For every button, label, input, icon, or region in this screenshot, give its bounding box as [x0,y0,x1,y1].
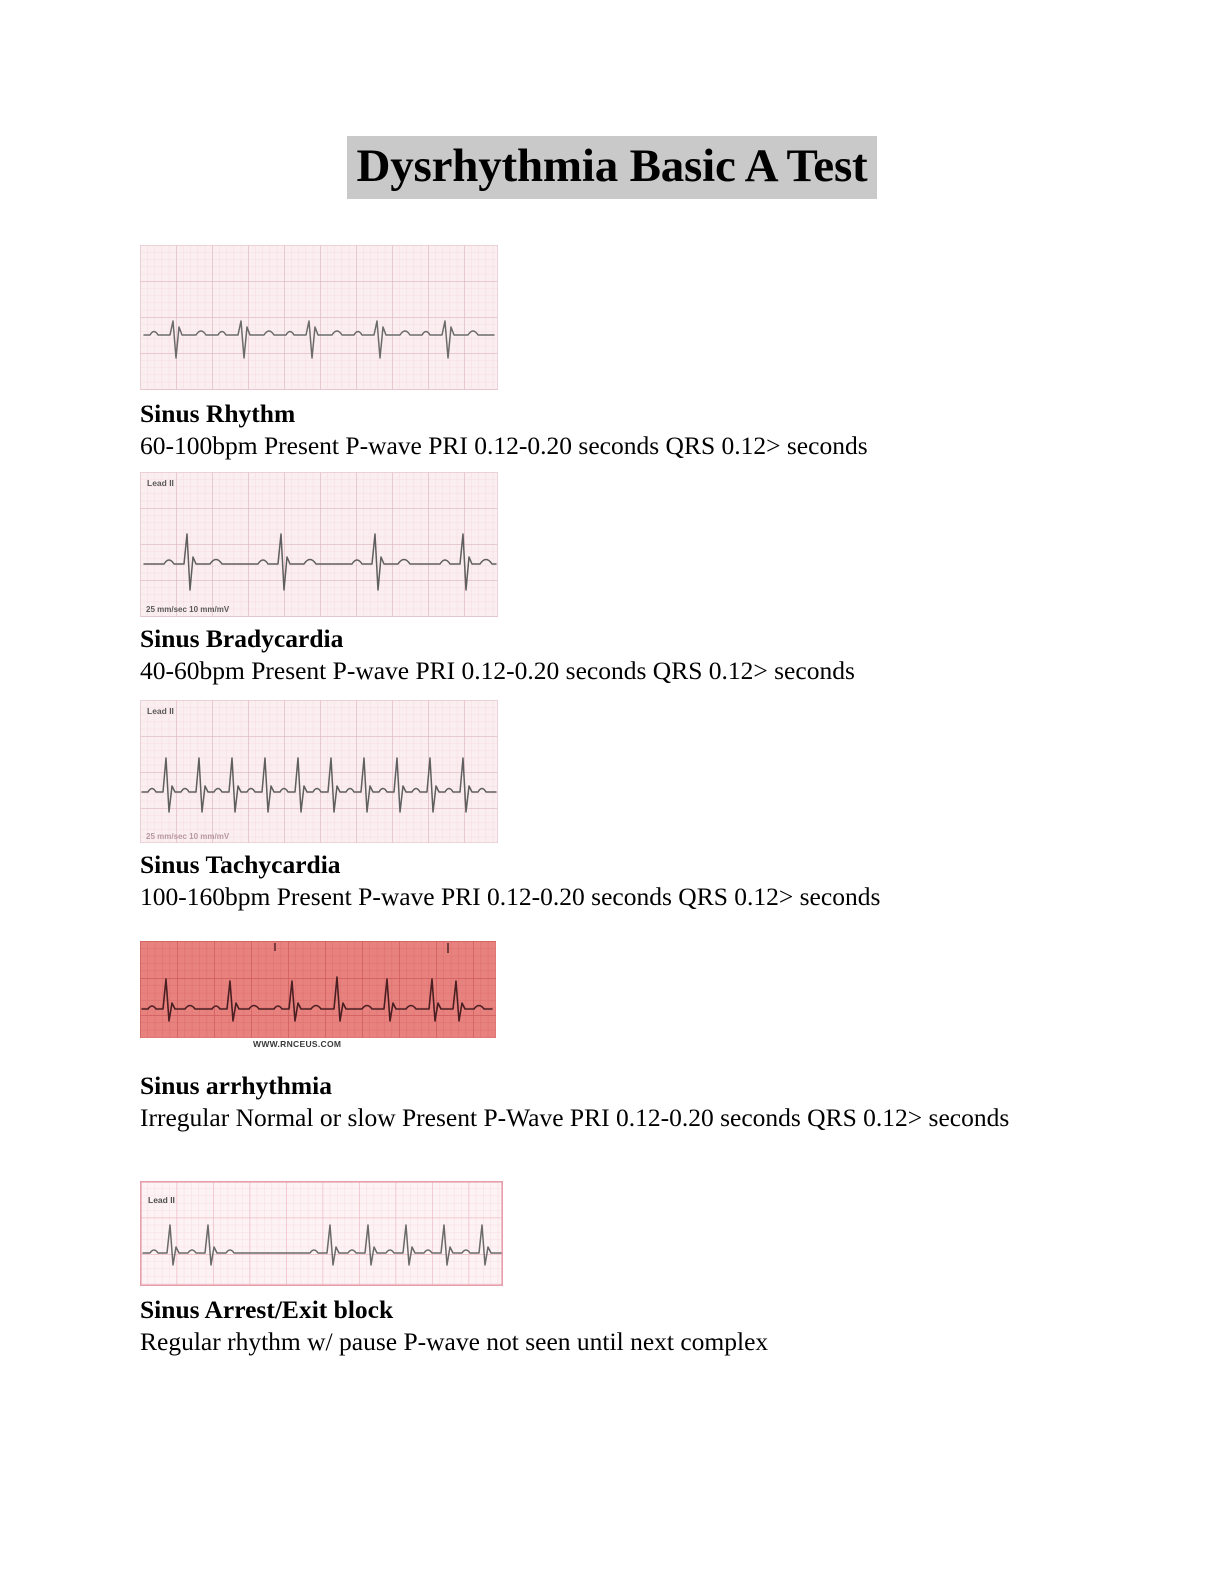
section-sinus-arrhythmia [140,941,1040,1133]
ecg-svg-3 [140,700,498,843]
caption-sinus-tachycardia [140,849,1020,912]
sinus-rhythm-ecg-strip [140,245,1020,390]
rhythm-name: Sinus arrhythmia [140,1071,332,1100]
calibration-label-text: 25 mm/sec 10 mm/mV [146,832,230,841]
caption-sinus-arrest [140,1294,1020,1357]
page-title: Dysrhythmia Basic A Test [347,136,878,199]
sinus-tachycardia-ecg-strip [140,700,1020,843]
sinus-arrhythmia-ecg-strip [140,941,1040,1049]
calibration-label-text: 25 mm/sec 10 mm/mV [146,605,230,614]
ecg-svg-4 [140,941,496,1038]
rhythm-description: 100-160bpm Present P-wave PRI 0.12-0.20 seconds QRS 0.12> seconds [140,881,881,911]
rhythm-description: Irregular Normal or slow Present P-Wave PRI 0.12-0.20 seconds QRS 0.12> seconds [140,1102,1010,1132]
rhythm-name: Sinus Arrest/Exit block [140,1295,394,1324]
rhythm-description: Regular rhythm w/ pause P-wave not seen until next complex [140,1326,769,1356]
caption-sinus-rhythm [140,398,1020,461]
rhythm-name: Sinus Tachycardia [140,850,341,879]
rhythm-description: 40-60bpm Present P-wave PRI 0.12-0.20 seconds QRS 0.12> seconds [140,655,855,685]
section-sinus-tachycardia [140,700,1020,912]
ecg-svg-5 [140,1181,503,1286]
page-title-row [0,136,1224,199]
section-sinus-bradycardia [140,472,1020,686]
section-sinus-rhythm [140,245,1020,461]
ecg-svg-1 [140,245,498,390]
strip-watermark: WWW.RNCEUS.COM [253,1039,342,1049]
ecg-svg-2 [140,472,498,617]
section-sinus-arrest-exit-block [140,1181,1020,1357]
caption-sinus-arrhythmia [140,1070,1040,1133]
rhythm-name: Sinus Rhythm [140,399,296,428]
lead-label-text: Lead II [147,706,174,716]
lead-label-text: Lead II [148,1195,175,1205]
rhythm-name: Sinus Bradycardia [140,624,344,653]
lead-label-text: Lead II [147,478,174,488]
caption-sinus-bradycardia [140,623,1020,686]
rhythm-description: 60-100bpm Present P-wave PRI 0.12-0.20 seconds QRS 0.12> seconds [140,430,868,460]
sinus-bradycardia-ecg-strip [140,472,1020,617]
sinus-arrest-ecg-strip [140,1181,1020,1286]
